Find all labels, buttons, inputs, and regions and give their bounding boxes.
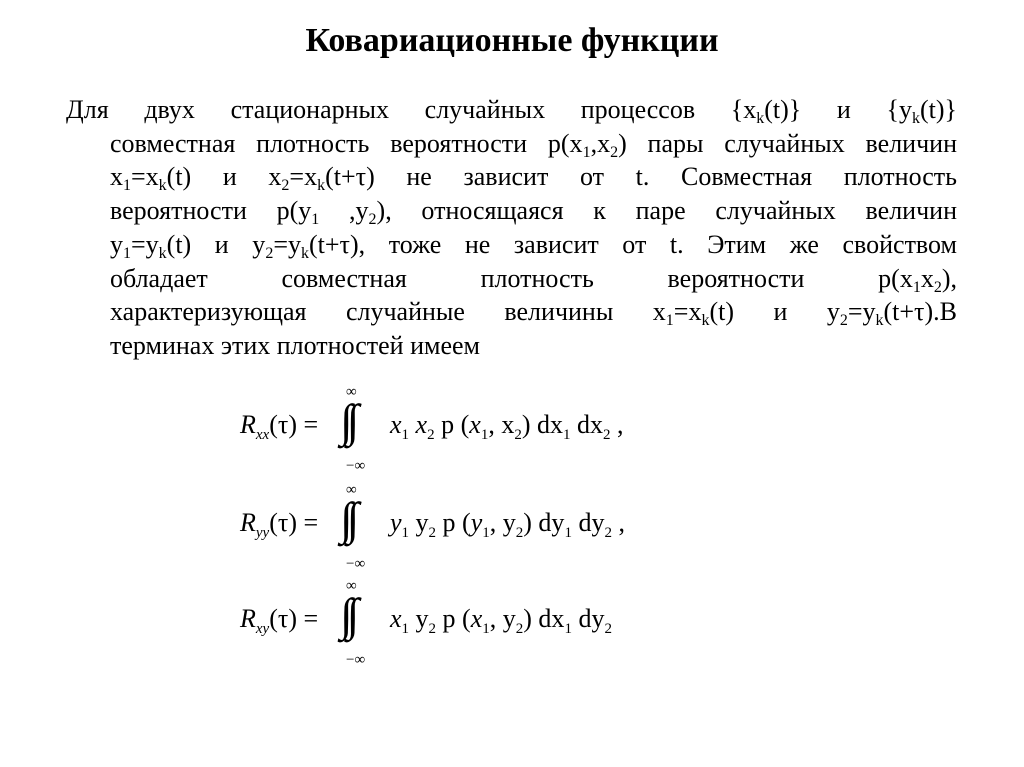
body-paragraph xyxy=(66,93,957,363)
formula-integrand: $y_1$ $y_2$ p ($y_1$, $y_2$) $dy_1$ $dy_2$ , xyxy=(390,508,625,541)
slide-title: Ковариационные функции xyxy=(305,22,719,59)
lower-limit: −∞ xyxy=(346,458,366,474)
lower-limit: −∞ xyxy=(346,556,366,572)
formula-lhs: $R_{xy}(\tau)$ = xyxy=(240,604,319,637)
upper-limit: ∞ xyxy=(346,578,357,594)
lower-limit: −∞ xyxy=(346,652,366,668)
text-line-5: $y_1=y_k(t)$ и $y_2=y_k(t+\tau)$, тоже не зависит от t. Этим же свойством xyxy=(110,229,957,262)
upper-limit: ∞ xyxy=(346,384,357,400)
text-line-6: обладает совместная плотность вероятности $p(x_1x_2)$, xyxy=(110,263,957,296)
double-integral-sign: ∫∫ xyxy=(340,493,354,544)
text-line-3: $x_1=x_k(t)$ и $x_2=x_k(t+\tau)$ не зависит от t. Совместная плотность xyxy=(110,162,957,195)
text-line-8: терминах этих плотностей имеем xyxy=(110,330,480,360)
text-line-7: характеризующая случайные величины $x_1=x_k(t)$ и $y_2=y_k(t+\tau).В$ xyxy=(110,297,957,330)
formula-integrand: $x_1$ $y_2$ p ($x_1$, $y_2$) $dx_1$ $dy_2$ xyxy=(390,604,612,637)
formula-lhs: $R_{yy}(\tau)$ = xyxy=(240,508,319,541)
text-line-1: Для двух стационарных случайных процессов $\{x_k(t)\}$ и $\{y_k(t)\}$ xyxy=(66,95,957,127)
text-line-4: вероятности $p(y_1$ $,y_2$), относящаяся к паре случайных величин xyxy=(110,196,958,229)
double-integral-sign: ∫∫ xyxy=(340,589,354,640)
double-integral-sign: ∫∫ xyxy=(340,395,354,446)
formula-integrand: $x_1$ $x_2$ p ($x_1$, $x_2$) $dx_1$ $dx_2$ , xyxy=(390,410,624,443)
upper-limit: ∞ xyxy=(346,482,357,498)
text-line-2: совместная плотность вероятности $p(x_1,x_2)$ пары случайных величин xyxy=(110,128,957,161)
formula-lhs: $R_{xx}(\tau)$ = xyxy=(240,410,319,443)
